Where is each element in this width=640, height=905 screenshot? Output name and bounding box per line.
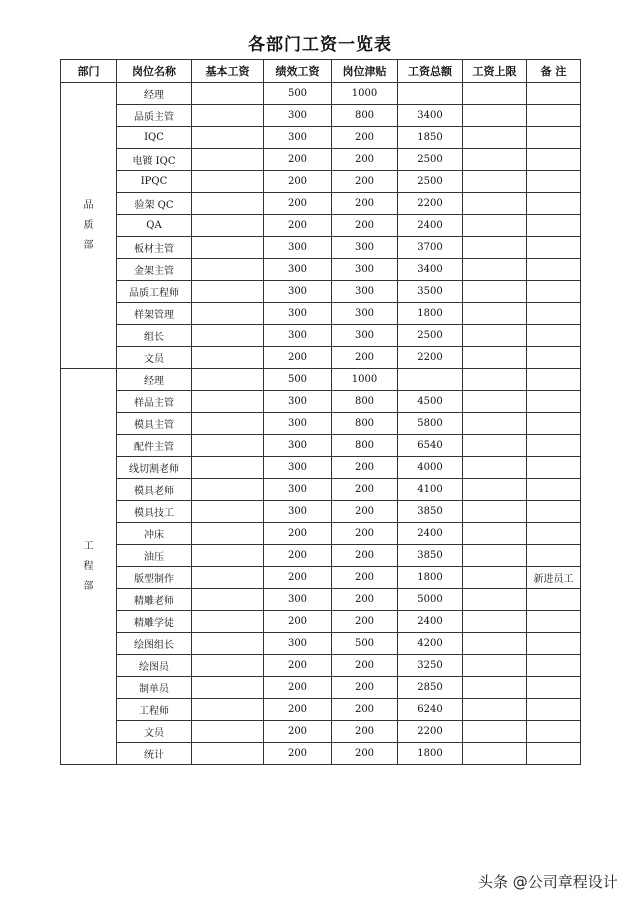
column-header: 岗位津贴	[332, 60, 398, 83]
cap-cell	[463, 413, 527, 435]
note-cell	[527, 303, 581, 325]
base-salary-cell	[192, 633, 264, 655]
base-salary-cell	[192, 413, 264, 435]
position-cell: 模具技工	[117, 501, 192, 523]
base-salary-cell	[192, 721, 264, 743]
base-salary-cell	[192, 215, 264, 237]
note-cell	[527, 171, 581, 193]
base-salary-cell	[192, 589, 264, 611]
total-cell: 3400	[398, 259, 463, 281]
table-body	[61, 83, 581, 765]
cap-cell	[463, 589, 527, 611]
allowance-cell: 800	[332, 391, 398, 413]
base-salary-cell	[192, 105, 264, 127]
allowance-cell: 200	[332, 611, 398, 633]
position-cell: 制单员	[117, 677, 192, 699]
base-salary-cell	[192, 457, 264, 479]
allowance-cell: 300	[332, 237, 398, 259]
base-salary-cell	[192, 237, 264, 259]
performance-cell: 300	[264, 127, 332, 149]
department-name: 工程部	[83, 540, 94, 592]
note-cell	[527, 369, 581, 391]
performance-cell: 200	[264, 523, 332, 545]
base-salary-cell	[192, 523, 264, 545]
allowance-cell: 200	[332, 567, 398, 589]
table-row	[61, 721, 581, 743]
allowance-cell: 200	[332, 699, 398, 721]
total-cell: 3850	[398, 501, 463, 523]
position-cell: 线切割老师	[117, 457, 192, 479]
cap-cell	[463, 149, 527, 171]
total-cell: 1800	[398, 567, 463, 589]
base-salary-cell	[192, 479, 264, 501]
performance-cell: 200	[264, 611, 332, 633]
note-cell	[527, 391, 581, 413]
column-header: 工资上限	[463, 60, 527, 83]
table-row	[61, 391, 581, 413]
column-header: 部门	[61, 60, 117, 83]
table-row	[61, 369, 581, 391]
note-cell	[527, 479, 581, 501]
allowance-cell: 1000	[332, 369, 398, 391]
base-salary-cell	[192, 567, 264, 589]
performance-cell: 200	[264, 567, 332, 589]
base-salary-cell	[192, 369, 264, 391]
cap-cell	[463, 743, 527, 765]
allowance-cell: 200	[332, 589, 398, 611]
performance-cell: 300	[264, 413, 332, 435]
total-cell: 2400	[398, 215, 463, 237]
total-cell: 2850	[398, 677, 463, 699]
performance-cell: 300	[264, 303, 332, 325]
performance-cell: 200	[264, 545, 332, 567]
position-cell: IQC	[117, 127, 192, 149]
position-cell: 金架主管	[117, 259, 192, 281]
note-cell	[527, 347, 581, 369]
allowance-cell: 300	[332, 281, 398, 303]
table-row	[61, 149, 581, 171]
department-name: 品质部	[83, 199, 94, 251]
base-salary-cell	[192, 259, 264, 281]
allowance-cell: 300	[332, 259, 398, 281]
base-salary-cell	[192, 303, 264, 325]
column-header: 备 注	[527, 60, 581, 83]
position-cell: 板材主管	[117, 237, 192, 259]
table-row	[61, 589, 581, 611]
cap-cell	[463, 127, 527, 149]
table-row	[61, 611, 581, 633]
base-salary-cell	[192, 435, 264, 457]
total-cell: 2200	[398, 721, 463, 743]
cap-cell	[463, 325, 527, 347]
performance-cell: 300	[264, 457, 332, 479]
table-row	[61, 743, 581, 765]
table-row	[61, 105, 581, 127]
total-cell: 2400	[398, 611, 463, 633]
total-cell: 2500	[398, 149, 463, 171]
salary-table	[60, 59, 581, 765]
cap-cell	[463, 391, 527, 413]
position-cell: QA	[117, 215, 192, 237]
cap-cell	[463, 435, 527, 457]
total-cell: 6540	[398, 435, 463, 457]
position-cell: 文员	[117, 347, 192, 369]
total-cell: 1850	[398, 127, 463, 149]
table-row	[61, 677, 581, 699]
table-row	[61, 501, 581, 523]
note-cell	[527, 281, 581, 303]
base-salary-cell	[192, 83, 264, 105]
base-salary-cell	[192, 171, 264, 193]
position-cell: 经理	[117, 83, 192, 105]
table-row	[61, 215, 581, 237]
page-title: 各部门工资一览表	[248, 35, 392, 55]
allowance-cell: 300	[332, 325, 398, 347]
allowance-cell: 200	[332, 655, 398, 677]
base-salary-cell	[192, 699, 264, 721]
cap-cell	[463, 523, 527, 545]
position-cell: 经理	[117, 369, 192, 391]
cap-cell	[463, 259, 527, 281]
base-salary-cell	[192, 193, 264, 215]
performance-cell: 300	[264, 589, 332, 611]
note-cell	[527, 435, 581, 457]
cap-cell	[463, 215, 527, 237]
total-cell: 3250	[398, 655, 463, 677]
note-cell	[527, 523, 581, 545]
cap-cell	[463, 545, 527, 567]
note-cell	[527, 237, 581, 259]
base-salary-cell	[192, 347, 264, 369]
note-cell	[527, 413, 581, 435]
base-salary-cell	[192, 501, 264, 523]
position-cell: 模具主管	[117, 413, 192, 435]
total-cell: 2500	[398, 325, 463, 347]
note-cell	[527, 457, 581, 479]
performance-cell: 200	[264, 699, 332, 721]
table-row	[61, 171, 581, 193]
performance-cell: 300	[264, 479, 332, 501]
performance-cell: 300	[264, 391, 332, 413]
allowance-cell: 200	[332, 721, 398, 743]
performance-cell: 300	[264, 259, 332, 281]
note-cell	[527, 149, 581, 171]
position-cell: 电镀 IQC	[117, 149, 192, 171]
allowance-cell: 200	[332, 457, 398, 479]
position-cell: 油压	[117, 545, 192, 567]
cap-cell	[463, 699, 527, 721]
base-salary-cell	[192, 743, 264, 765]
note-cell	[527, 721, 581, 743]
note-cell	[527, 655, 581, 677]
table-row	[61, 435, 581, 457]
allowance-cell: 200	[332, 347, 398, 369]
position-cell: 品质主管	[117, 105, 192, 127]
note-cell	[527, 633, 581, 655]
table-row	[61, 545, 581, 567]
cap-cell	[463, 105, 527, 127]
base-salary-cell	[192, 611, 264, 633]
position-cell: 文员	[117, 721, 192, 743]
performance-cell: 200	[264, 677, 332, 699]
cap-cell	[463, 501, 527, 523]
performance-cell: 300	[264, 325, 332, 347]
note-cell	[527, 215, 581, 237]
note-cell	[527, 501, 581, 523]
allowance-cell: 300	[332, 303, 398, 325]
performance-cell: 300	[264, 105, 332, 127]
table-row	[61, 699, 581, 721]
allowance-cell: 200	[332, 545, 398, 567]
note-cell	[527, 611, 581, 633]
performance-cell: 200	[264, 149, 332, 171]
allowance-cell: 800	[332, 435, 398, 457]
position-cell: 精雕老师	[117, 589, 192, 611]
performance-cell: 200	[264, 171, 332, 193]
performance-cell: 200	[264, 193, 332, 215]
cap-cell	[463, 611, 527, 633]
base-salary-cell	[192, 655, 264, 677]
total-cell	[398, 369, 463, 391]
allowance-cell: 200	[332, 677, 398, 699]
performance-cell: 200	[264, 743, 332, 765]
cap-cell	[463, 457, 527, 479]
allowance-cell: 1000	[332, 83, 398, 105]
table-row	[61, 193, 581, 215]
allowance-cell: 200	[332, 523, 398, 545]
total-cell: 3500	[398, 281, 463, 303]
note-cell	[527, 259, 581, 281]
allowance-cell: 200	[332, 215, 398, 237]
table-row	[61, 83, 581, 105]
note-cell	[527, 325, 581, 347]
total-cell: 4000	[398, 457, 463, 479]
total-cell: 2200	[398, 193, 463, 215]
total-cell: 6240	[398, 699, 463, 721]
note-cell	[527, 743, 581, 765]
position-cell: 工程师	[117, 699, 192, 721]
total-cell: 5000	[398, 589, 463, 611]
total-cell: 4500	[398, 391, 463, 413]
table-header-row	[61, 60, 581, 83]
allowance-cell: 800	[332, 413, 398, 435]
cap-cell	[463, 237, 527, 259]
position-cell: 配件主管	[117, 435, 192, 457]
allowance-cell: 500	[332, 633, 398, 655]
total-cell: 1800	[398, 303, 463, 325]
note-cell	[527, 699, 581, 721]
position-cell: 绘图组长	[117, 633, 192, 655]
table-row	[61, 413, 581, 435]
total-cell: 2500	[398, 171, 463, 193]
column-header: 绩效工资	[264, 60, 332, 83]
cap-cell	[463, 369, 527, 391]
performance-cell: 200	[264, 215, 332, 237]
table-row	[61, 633, 581, 655]
department-cell	[61, 83, 117, 369]
allowance-cell: 200	[332, 193, 398, 215]
cap-cell	[463, 83, 527, 105]
total-cell: 2400	[398, 523, 463, 545]
allowance-cell: 800	[332, 105, 398, 127]
cap-cell	[463, 479, 527, 501]
position-cell: 冲床	[117, 523, 192, 545]
total-cell: 2200	[398, 347, 463, 369]
table-row	[61, 281, 581, 303]
note-cell	[527, 545, 581, 567]
table-row	[61, 259, 581, 281]
base-salary-cell	[192, 149, 264, 171]
note-cell	[527, 677, 581, 699]
table-row	[61, 523, 581, 545]
total-cell	[398, 83, 463, 105]
base-salary-cell	[192, 325, 264, 347]
total-cell: 3700	[398, 237, 463, 259]
column-header: 岗位名称	[117, 60, 192, 83]
allowance-cell: 200	[332, 127, 398, 149]
table-row	[61, 567, 581, 589]
performance-cell: 200	[264, 655, 332, 677]
total-cell: 4200	[398, 633, 463, 655]
cap-cell	[463, 193, 527, 215]
cap-cell	[463, 347, 527, 369]
cap-cell	[463, 721, 527, 743]
position-cell: 绘图员	[117, 655, 192, 677]
performance-cell: 300	[264, 501, 332, 523]
position-cell: 统计	[117, 743, 192, 765]
performance-cell: 500	[264, 369, 332, 391]
position-cell: 精雕学徒	[117, 611, 192, 633]
position-cell: IPQC	[117, 171, 192, 193]
table-row	[61, 237, 581, 259]
position-cell: 样品主管	[117, 391, 192, 413]
cap-cell	[463, 281, 527, 303]
total-cell: 4100	[398, 479, 463, 501]
base-salary-cell	[192, 391, 264, 413]
column-header: 基本工资	[192, 60, 264, 83]
watermark: 头条 @公司章程设计	[478, 873, 618, 891]
allowance-cell: 200	[332, 171, 398, 193]
table-row	[61, 347, 581, 369]
base-salary-cell	[192, 677, 264, 699]
base-salary-cell	[192, 281, 264, 303]
note-cell	[527, 83, 581, 105]
base-salary-cell	[192, 545, 264, 567]
table-row	[61, 479, 581, 501]
performance-cell: 200	[264, 347, 332, 369]
note-cell	[527, 193, 581, 215]
position-cell: 组长	[117, 325, 192, 347]
table-row	[61, 457, 581, 479]
base-salary-cell	[192, 127, 264, 149]
position-cell: 样架管理	[117, 303, 192, 325]
position-cell: 品质工程师	[117, 281, 192, 303]
note-cell	[527, 127, 581, 149]
cap-cell	[463, 655, 527, 677]
total-cell: 1800	[398, 743, 463, 765]
total-cell: 3850	[398, 545, 463, 567]
performance-cell: 500	[264, 83, 332, 105]
performance-cell: 300	[264, 281, 332, 303]
cap-cell	[463, 567, 527, 589]
table-row	[61, 655, 581, 677]
position-cell: 版型制作	[117, 567, 192, 589]
table-row	[61, 303, 581, 325]
allowance-cell: 200	[332, 479, 398, 501]
allowance-cell: 200	[332, 743, 398, 765]
note-cell	[527, 105, 581, 127]
total-cell: 3400	[398, 105, 463, 127]
allowance-cell: 200	[332, 501, 398, 523]
cap-cell	[463, 171, 527, 193]
department-cell	[61, 369, 117, 765]
note-cell: 新进员工	[527, 567, 581, 589]
performance-cell: 300	[264, 633, 332, 655]
table-row	[61, 325, 581, 347]
performance-cell: 200	[264, 721, 332, 743]
column-header: 工资总额	[398, 60, 463, 83]
position-cell: 验架 QC	[117, 193, 192, 215]
performance-cell: 300	[264, 435, 332, 457]
table-row	[61, 127, 581, 149]
note-cell	[527, 589, 581, 611]
performance-cell: 300	[264, 237, 332, 259]
allowance-cell: 200	[332, 149, 398, 171]
total-cell: 5800	[398, 413, 463, 435]
cap-cell	[463, 303, 527, 325]
position-cell: 模具老师	[117, 479, 192, 501]
cap-cell	[463, 633, 527, 655]
cap-cell	[463, 677, 527, 699]
